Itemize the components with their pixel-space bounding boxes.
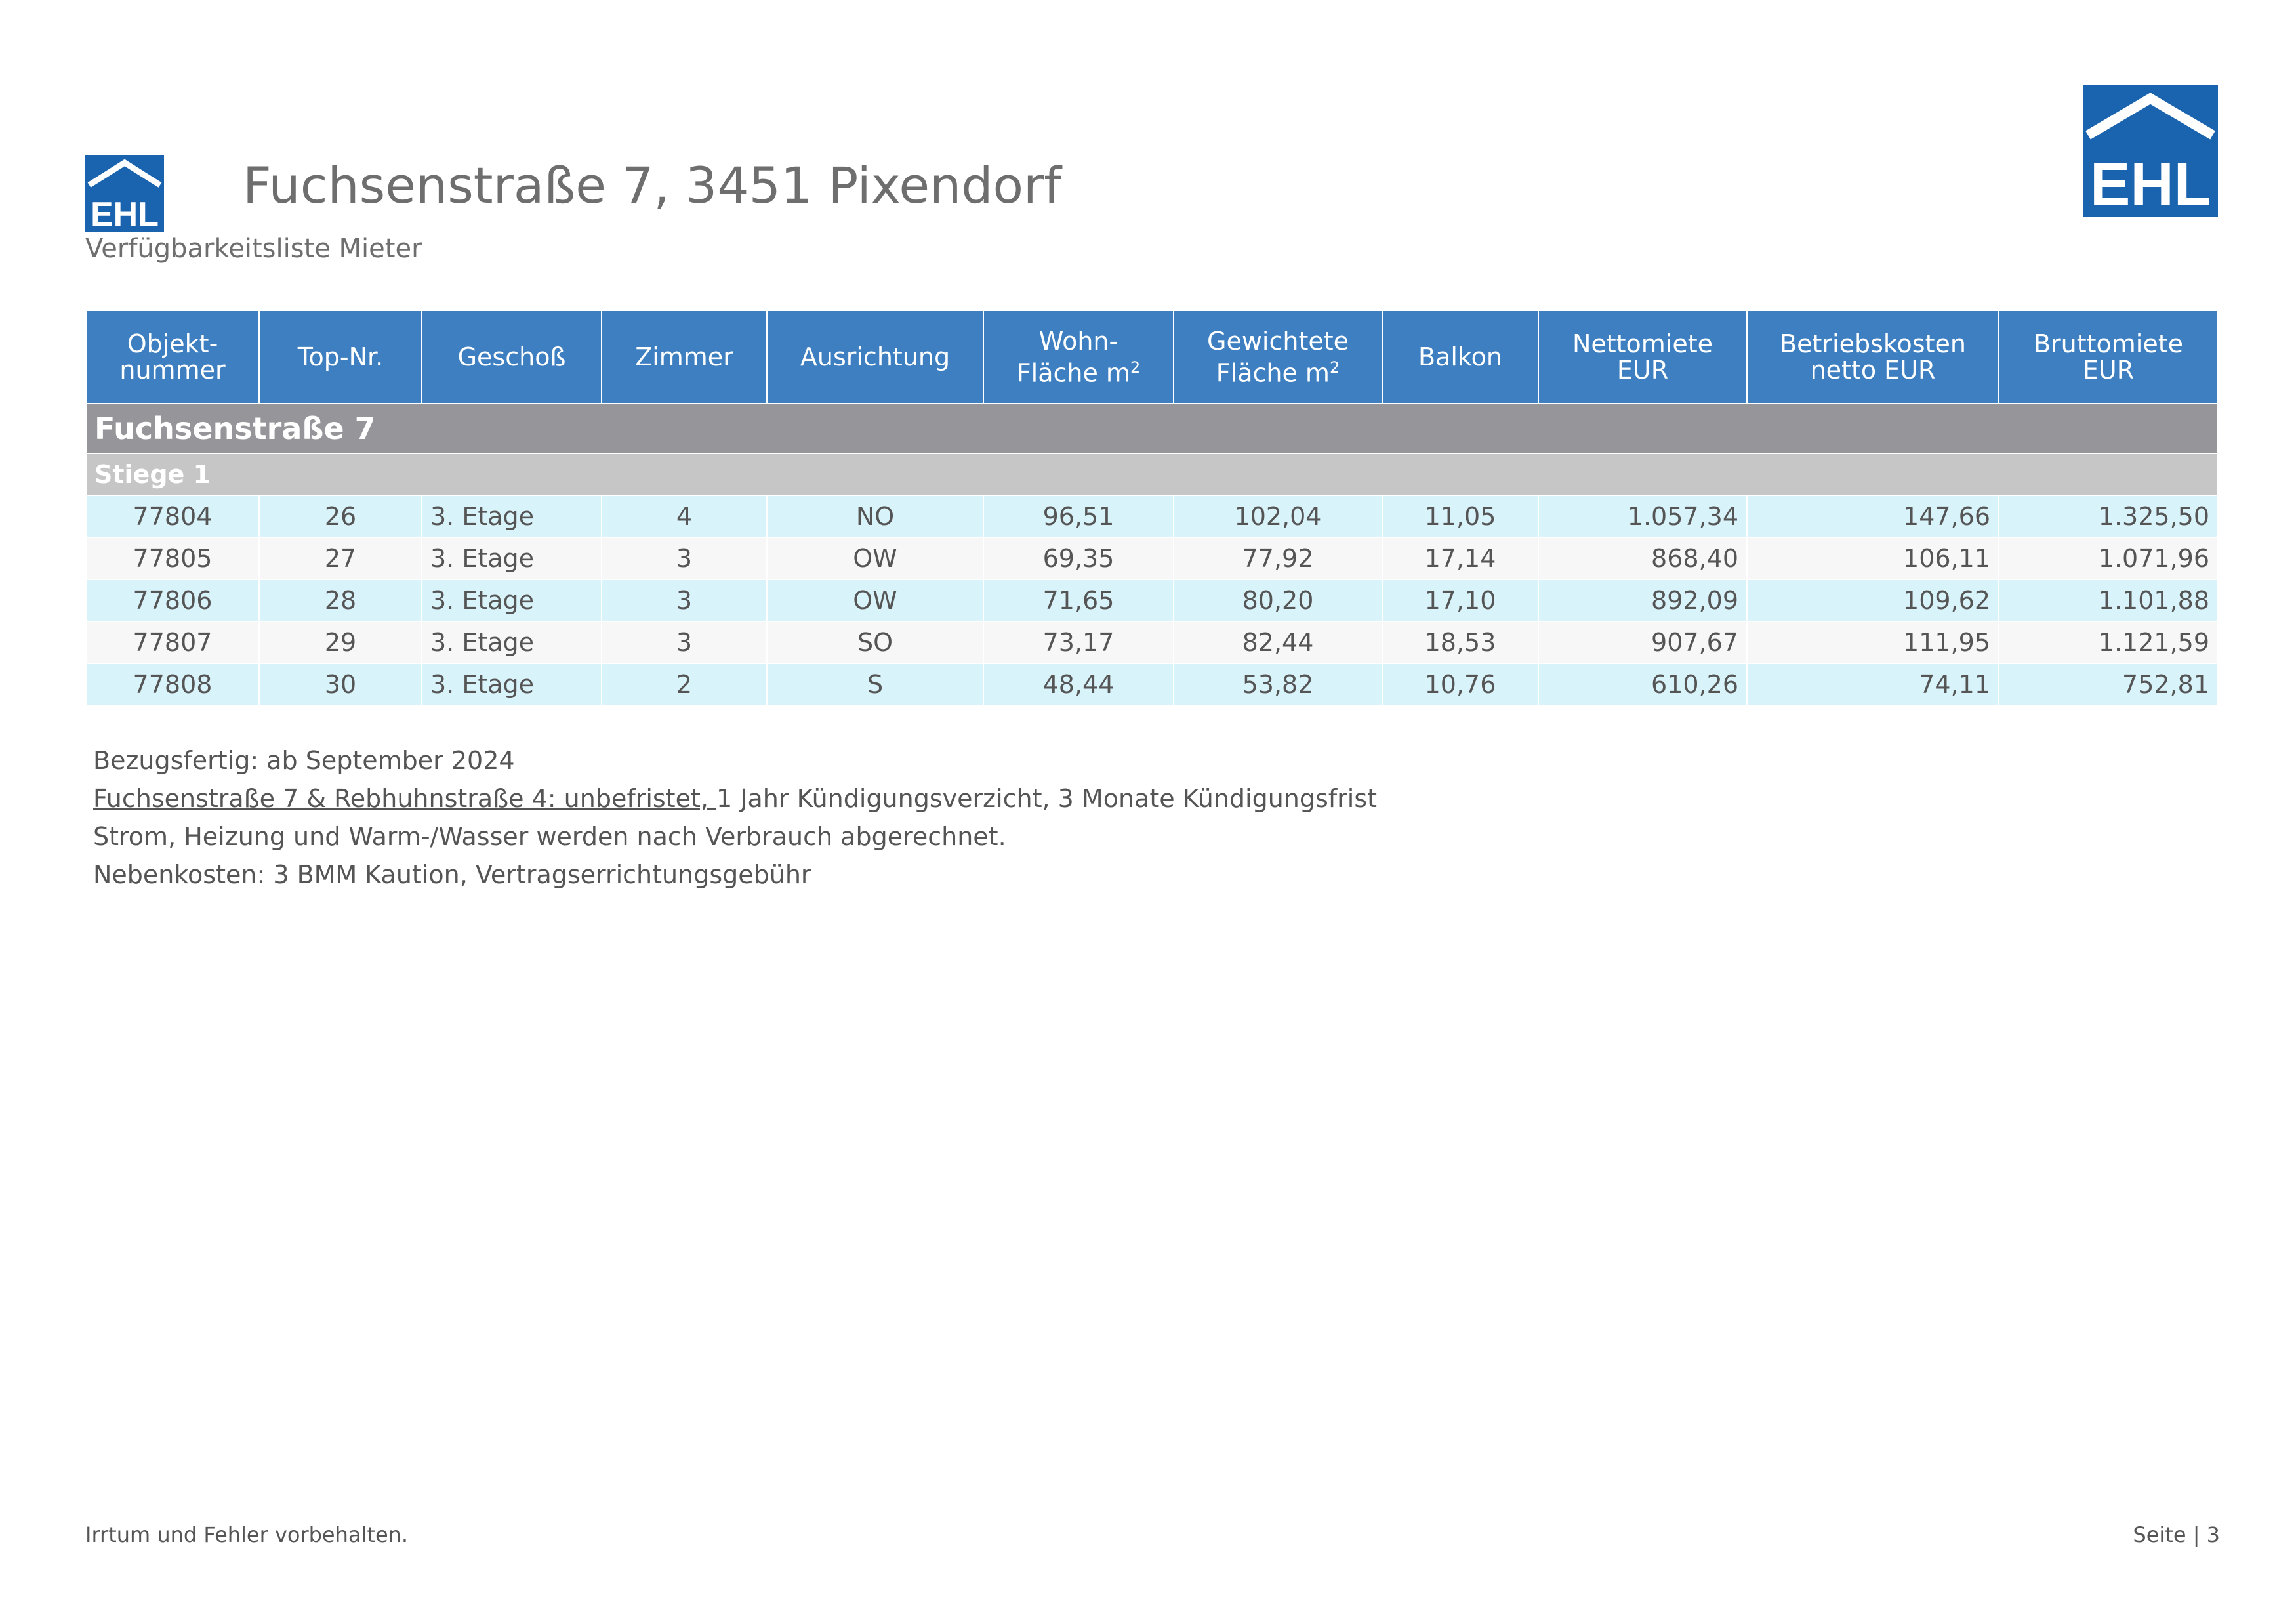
cell-bruttomiete: 1.101,88 xyxy=(1999,579,2218,621)
cell-ausrichtung: OW xyxy=(767,579,983,621)
cell-ausrichtung: S xyxy=(767,663,983,705)
cell-wohnflaeche: 69,35 xyxy=(983,537,1174,579)
cell-objektnummer: 77807 xyxy=(86,621,259,663)
availability-table xyxy=(85,310,2219,706)
ehl-logo-small xyxy=(85,155,164,232)
cell-gewichtete-flaeche: 53,82 xyxy=(1174,663,1382,705)
group-label: Fuchsenstraße 7 xyxy=(86,404,2218,453)
col-gewichtete-flaeche: Gewichtete Fläche $m^2$ xyxy=(1174,310,1382,404)
note-lease-rest: 1 Jahr Kündigungsverzicht, 3 Monate Kündigungsfrist xyxy=(716,784,1378,813)
cell-bruttomiete: 1.071,96 xyxy=(1999,537,2218,579)
cell-objektnummer: 77805 xyxy=(86,537,259,579)
cell-balkon: 17,14 xyxy=(1382,537,1538,579)
cell-ausrichtung: NO xyxy=(767,495,983,537)
cell-nettomiete: 868,40 xyxy=(1538,537,1747,579)
cell-wohnflaeche: 96,51 xyxy=(983,495,1174,537)
cell-balkon: 11,05 xyxy=(1382,495,1538,537)
cell-ausrichtung: OW xyxy=(767,537,983,579)
group-row xyxy=(86,404,2218,453)
note-utilities: Strom, Heizung und Warm-/Wasser werden nach Verbrauch abgerechnet. xyxy=(93,822,1006,851)
house-roof-icon xyxy=(2083,85,2218,217)
table-header-row xyxy=(86,310,2218,404)
col-bruttomiete: Bruttomiete EUR xyxy=(1999,310,2218,404)
cell-objektnummer: 77808 xyxy=(86,663,259,705)
cell-wohnflaeche: 73,17 xyxy=(983,621,1174,663)
cell-nettomiete: 610,26 xyxy=(1538,663,1747,705)
table-row xyxy=(86,537,2218,579)
col-wohnflaeche: Wohn- Fläche $m^2$ xyxy=(983,310,1174,404)
page-subtitle: Verfügbarkeitsliste Mieter xyxy=(85,234,422,264)
subgroup-row xyxy=(86,453,2218,495)
cell-gewichtete-flaeche: 82,44 xyxy=(1174,621,1382,663)
cell-betriebskosten: 147,66 xyxy=(1747,495,1999,537)
cell-zimmer: 3 xyxy=(602,537,767,579)
note-ready: Bezugsfertig: ab September 2024 xyxy=(93,746,515,775)
cell-balkon: 18,53 xyxy=(1382,621,1538,663)
cell-top-nr: 27 xyxy=(259,537,422,579)
cell-nettomiete: 892,09 xyxy=(1538,579,1747,621)
cell-geschoss: 3. Etage xyxy=(422,495,602,537)
cell-betriebskosten: 109,62 xyxy=(1747,579,1999,621)
note-lease-underlined: Fuchsenstraße 7 & Rebhuhnstraße 4: unbefristet, xyxy=(93,784,717,813)
cell-zimmer: 3 xyxy=(602,579,767,621)
note-extra-costs: Nebenkosten: 3 BMM Kaution, Vertragserrichtungsgebühr xyxy=(93,860,811,889)
cell-betriebskosten: 111,95 xyxy=(1747,621,1999,663)
subgroup-label: Stiege 1 xyxy=(86,453,2218,495)
cell-top-nr: 28 xyxy=(259,579,422,621)
col-nettomiete: Nettomiete EUR xyxy=(1538,310,1747,404)
table-row xyxy=(86,579,2218,621)
house-roof-icon xyxy=(85,155,164,232)
page-title: Fuchsenstraße 7, 3451 Pixendorf xyxy=(243,156,1062,215)
cell-zimmer: 3 xyxy=(602,621,767,663)
cell-balkon: 10,76 xyxy=(1382,663,1538,705)
cell-objektnummer: 77804 xyxy=(86,495,259,537)
cell-bruttomiete: 752,81 xyxy=(1999,663,2218,705)
cell-gewichtete-flaeche: 102,04 xyxy=(1174,495,1382,537)
cell-geschoss: 3. Etage xyxy=(422,663,602,705)
cell-nettomiete: 1.057,34 xyxy=(1538,495,1747,537)
cell-betriebskosten: 74,11 xyxy=(1747,663,1999,705)
cell-geschoss: 3. Etage xyxy=(422,579,602,621)
col-objektnummer: Objekt- nummer xyxy=(86,310,259,404)
cell-top-nr: 29 xyxy=(259,621,422,663)
col-betriebskosten: Betriebskosten netto EUR xyxy=(1747,310,1999,404)
cell-top-nr: 30 xyxy=(259,663,422,705)
table-row xyxy=(86,621,2218,663)
cell-geschoss: 3. Etage xyxy=(422,621,602,663)
cell-nettomiete: 907,67 xyxy=(1538,621,1747,663)
col-ausrichtung: Ausrichtung xyxy=(767,310,983,404)
cell-balkon: 17,10 xyxy=(1382,579,1538,621)
footer-disclaimer: Irrtum und Fehler vorbehalten. xyxy=(85,1522,409,1547)
cell-objektnummer: 77806 xyxy=(86,579,259,621)
cell-bruttomiete: 1.325,50 xyxy=(1999,495,2218,537)
logo-text: EHL xyxy=(2090,151,2211,217)
ehl-logo-large xyxy=(2083,85,2218,217)
cell-wohnflaeche: 71,65 xyxy=(983,579,1174,621)
page-number: Seite | 3 xyxy=(2133,1522,2220,1547)
cell-zimmer: 4 xyxy=(602,495,767,537)
cell-bruttomiete: 1.121,59 xyxy=(1999,621,2218,663)
cell-zimmer: 2 xyxy=(602,663,767,705)
cell-gewichtete-flaeche: 77,92 xyxy=(1174,537,1382,579)
col-geschoss: Geschoß xyxy=(422,310,602,404)
logo-text: EHL xyxy=(91,196,159,232)
table-row xyxy=(86,495,2218,537)
cell-ausrichtung: SO xyxy=(767,621,983,663)
cell-wohnflaeche: 48,44 xyxy=(983,663,1174,705)
cell-geschoss: 3. Etage xyxy=(422,537,602,579)
col-zimmer: Zimmer xyxy=(602,310,767,404)
col-top-nr: Top-Nr. xyxy=(259,310,422,404)
cell-top-nr: 26 xyxy=(259,495,422,537)
cell-betriebskosten: 106,11 xyxy=(1747,537,1999,579)
notes-block xyxy=(93,741,1377,894)
col-balkon: Balkon xyxy=(1382,310,1538,404)
table-row xyxy=(86,663,2218,705)
cell-gewichtete-flaeche: 80,20 xyxy=(1174,579,1382,621)
note-lease xyxy=(93,780,1377,818)
